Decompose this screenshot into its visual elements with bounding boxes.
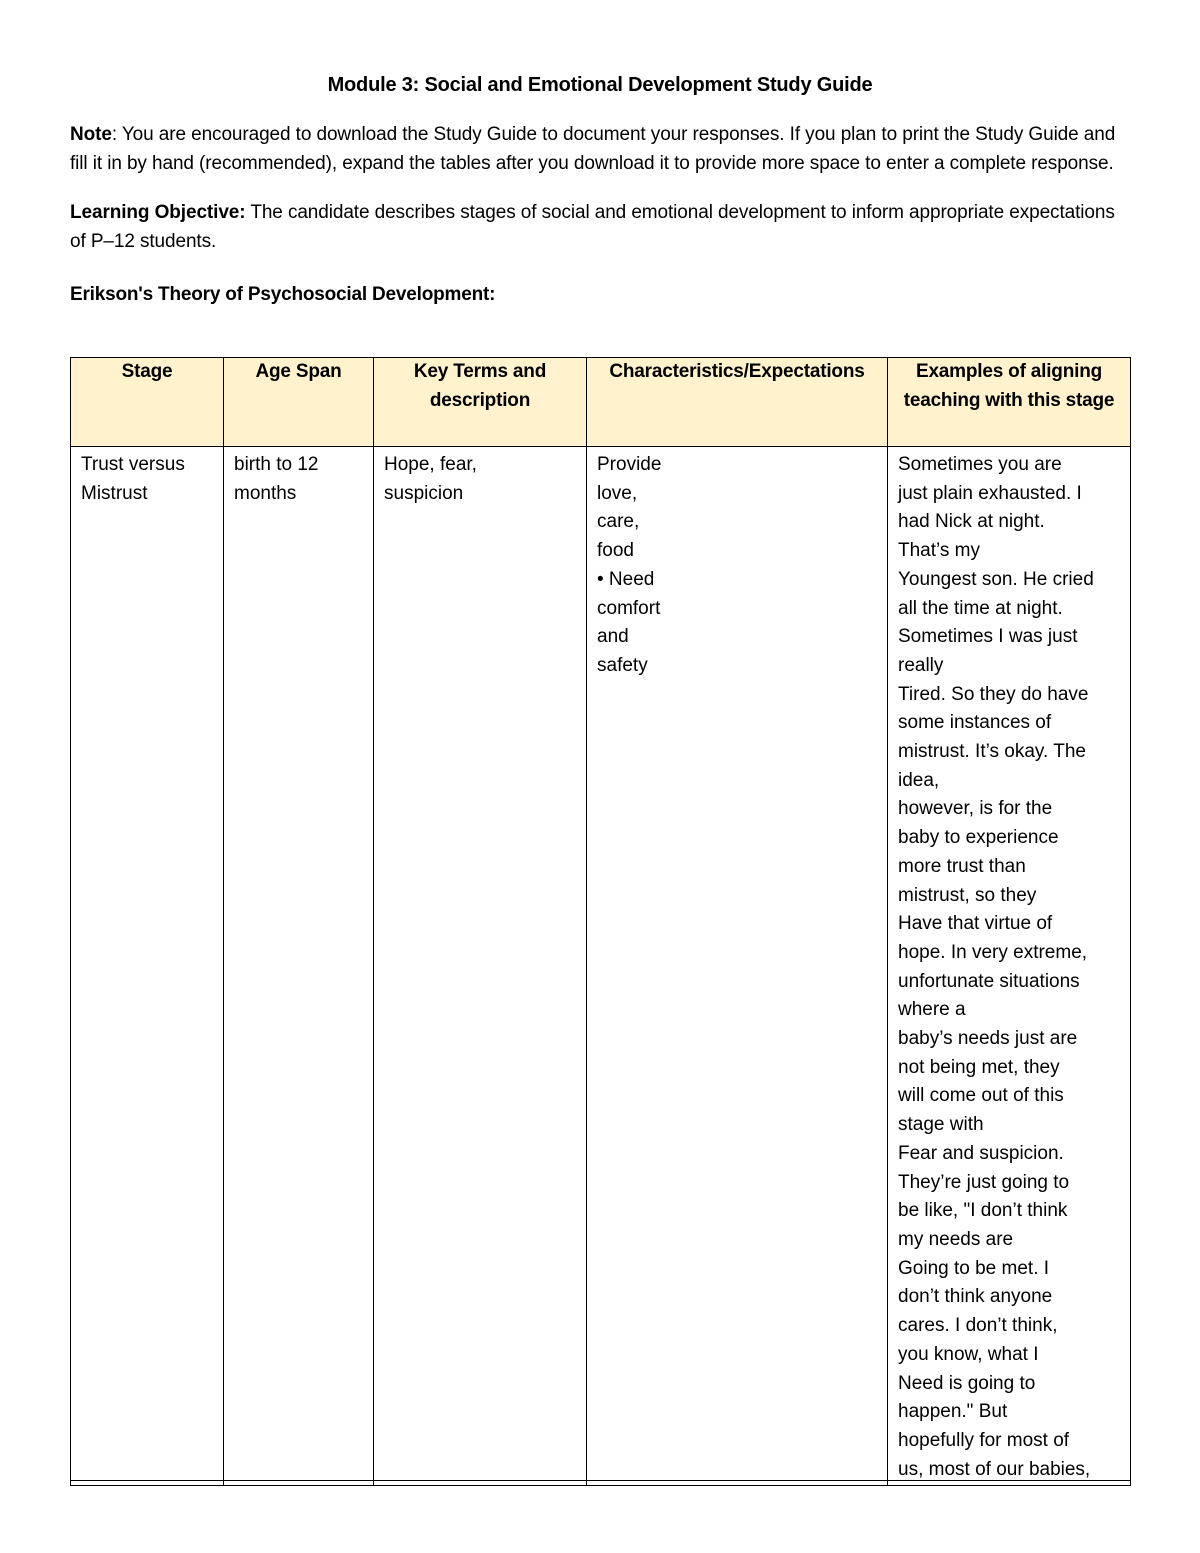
- table-header-row: [71, 358, 1131, 447]
- header-characteristics: Characteristics/Expectations: [587, 358, 888, 447]
- header-stage: Stage: [71, 358, 224, 447]
- header-examples: Examples of aligning teaching with this stage: [888, 358, 1131, 447]
- table-bottom-divider: [70, 1480, 1131, 1481]
- key-terms-text: Hope, fear, suspicion: [384, 454, 477, 504]
- learning-objective-paragraph: [70, 198, 1130, 256]
- erikson-stages-table: [70, 357, 1131, 1486]
- examples-cell[interactable]: [888, 447, 1131, 1486]
- characteristics-cell[interactable]: [587, 447, 888, 1486]
- header-age-span: Age Span: [224, 358, 374, 447]
- section-heading: Erikson's Theory of Psychosocial Development:: [70, 284, 496, 305]
- study-guide-page: [70, 70, 1130, 309]
- age-span-cell[interactable]: [224, 447, 374, 1486]
- learning-objective-label: Learning Objective:: [70, 202, 246, 223]
- note-text: : You are encouraged to download the Study Guide to document your responses. If you plan to print the Study Guide and fill it in by hand (recommended), expand the tables after you download it to provide more space to enter a complete response.: [70, 124, 1116, 174]
- age-span-text: birth to 12 months: [234, 454, 319, 504]
- stage-text: Trust versus Mistrust: [81, 454, 185, 504]
- header-key-terms: Key Terms and description: [374, 358, 587, 447]
- stage-cell[interactable]: [71, 447, 224, 1486]
- note-label: Note: [70, 124, 112, 145]
- characteristics-text: Provide love, care, food • Need comfort and safety: [597, 454, 662, 676]
- examples-text: Sometimes you are just plain exhausted. I had Nick at night. That’s my Youngest son. He cried all the time at night. Sometimes I was just really Tired. So they do have some instances of mistrust. It’s okay. The idea, however, is for the baby to experience more trust than mistrust, so they Have that virtue of hope. In very extreme, unfortunate situations where a baby’s needs just are not being met, they will come out of this stage with Fear and suspicion. They’re just going to be like, "I don’t think my needs are Going to be met. I don’t think anyone cares. I don’t think, you know, what I Need is going to happen." But hopefully for most of us, most of our babies,: [898, 454, 1094, 1480]
- table-row: [71, 447, 1131, 1486]
- learning-objective-text: The candidate describes stages of social and emotional development to inform appropriate expectations of P–12 students.: [70, 202, 1115, 252]
- key-terms-cell[interactable]: [374, 447, 587, 1486]
- page-title: Module 3: Social and Emotional Development Study Guide: [327, 74, 873, 96]
- note-paragraph: [70, 120, 1130, 178]
